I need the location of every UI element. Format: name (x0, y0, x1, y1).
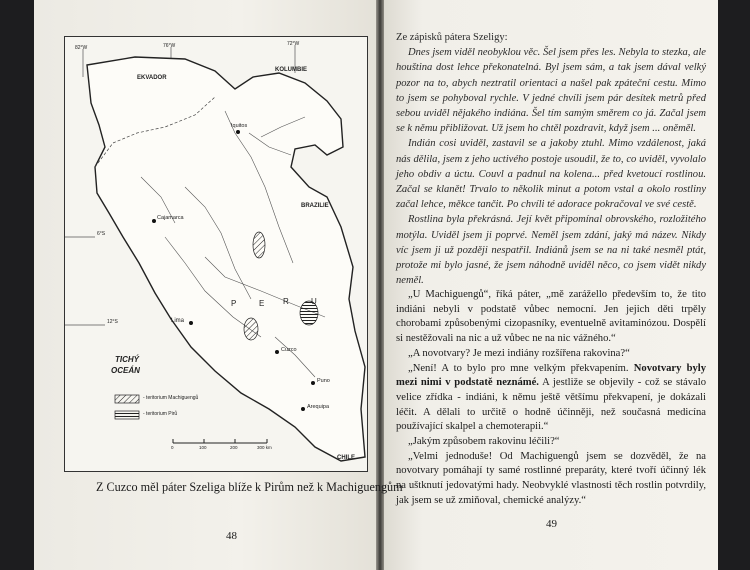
excerpt-heading: Ze zápisků pátera Szeligy: (396, 32, 508, 43)
legend-label: - teritorium Pirů (143, 411, 178, 417)
page-number-left: 48 (226, 530, 237, 542)
meridian-label: 76°W (163, 43, 176, 49)
bold-emphasis: Novotvary byly mezi nimi v podstatě neznámé. (396, 362, 706, 389)
country-label: EKVADOR (137, 75, 167, 81)
country-label: KOLUMBIE (275, 67, 307, 73)
meridian-label: 72°W (287, 41, 300, 47)
scale-label: 100 (199, 445, 207, 450)
country-label: BRAZILIE (301, 203, 329, 209)
parallel-label: 6°S (97, 231, 106, 237)
country-label: CHILE (337, 455, 355, 461)
body-paragraph: „U Machiguengů“, říká páter, „mě zarážello především to, že tito indiáni nebyli v podstatě vůbec nemocní. Jen jejich děti trpěly chorobami způsobenými cizopasníky, eventuelně avitaminózou. Dospělí si nestěžovali na nic a už vůbec ne na nic vážného.“ (396, 289, 706, 345)
body-text: A jestliže se objevily - což se stávalo velice zřídka - indiáni, k němu ještě většímu překvapení, je dokázali léčit. A dělali to určitě o hodně účinněji, než současná medicína používající skalpel a chemoterapii.“ (396, 377, 706, 433)
italic-paragraph: Dnes jsem viděl neobyklou věc. Šel jsem přes les. Nebyla to stezka, ale houština dost lehce překonatelná. Byl jsem sám, a tak jsem dával velký pozor na to, abych neztratil orientaci a našel pak zpáteční cestu. Mimo to jsem se pohyboval rychle. V jedné chvíli jsem pár desítek metrů před sebou uviděl nějakého indiána. Šel tím samým směrem co já. Začal jsem se k němu přibližovat. Už jsem ho chtěl pozdravit, když jsem ... oněměl. (396, 47, 706, 135)
country-letter: P (231, 299, 237, 308)
city-label: Cuzco (281, 347, 297, 353)
body-paragraph (396, 362, 706, 436)
scale-label: 0 (171, 445, 174, 450)
country-letter: R (283, 297, 289, 306)
page-number-right: 49 (546, 518, 557, 530)
city-label: Lima (171, 318, 185, 324)
country-letter: U (311, 297, 317, 306)
italic-paragraph: Rostlina byla překrásná. Její květ připomínal obrovského, rozložitého motýla. Uviděl jsem ji poprvé. Neměl jsem zdání, jaký má název. Nikdy víc jsem ji už později nespatřil. Indiánů jsem se na ni také nesměl ptát, protože mi bylo jasné, že jsem náhodně uviděl něco, co jsem vidět nikdy neměl. (396, 214, 706, 287)
meridian-label: 82°W (75, 45, 88, 51)
body-paragraph: „A novotvary? Je mezi indiány rozšířena rakovina?“ (408, 347, 630, 359)
body-paragraph: „Jakým způsobem rakovinu léčili?“ (408, 436, 560, 448)
scale-label: 200 (230, 445, 238, 450)
scale-label: 300 km (257, 445, 272, 450)
ocean-label: OCEÁN (111, 366, 140, 375)
parallel-label: 12°S (107, 319, 118, 325)
italic-paragraph: Indián cosi uviděl, zastavil se a jakoby ztuhl. Mimo vzdálenost, jaká nás dělila, jsem z jeho uctivého postoje usoudil, že to, co uviděl, vyvolalo jeho obdiv a úctu. Couvl a padnul na kolena... před kvetoucí rostlinou. Začal se klanět! Trvalo to několik minut a potom vstal a okolo rostliny začal lehce, měkce tančit. Po chvíli té adorace pokračoval ve své cestě. (396, 138, 706, 211)
legend-label: - teritorium Machiguengů (143, 395, 199, 401)
body-text: „Není! A to bylo pro mne velkým překvapením. (408, 362, 634, 374)
country-letter: E (259, 299, 265, 308)
diary-excerpt (396, 30, 706, 288)
body-paragraph: „Velmi jednoduše! Od Machiguengů jsem se dozvěděl, že na novotvary pomáhají ty samé rostlinné preparáty, které tvoří účinný lék na uštknutí jedovatými hady. Neobvyklé vlastnosti těch rostlin potvrdily, jak jsem se už zmiňoval, chemické analýzy.“ (396, 450, 706, 506)
interview-text (396, 288, 706, 509)
city-label: Puno (317, 378, 330, 384)
map-caption: Z Cuzco měl páter Szeliga blíže k Pirům než k Machiguengům (96, 480, 403, 494)
ocean-label: TICHÝ (115, 355, 139, 364)
city-label: Arequipa (307, 404, 330, 410)
city-label: Cajamarca (157, 215, 184, 221)
peru-map (64, 36, 368, 472)
city-label: Iquitos (231, 123, 248, 129)
